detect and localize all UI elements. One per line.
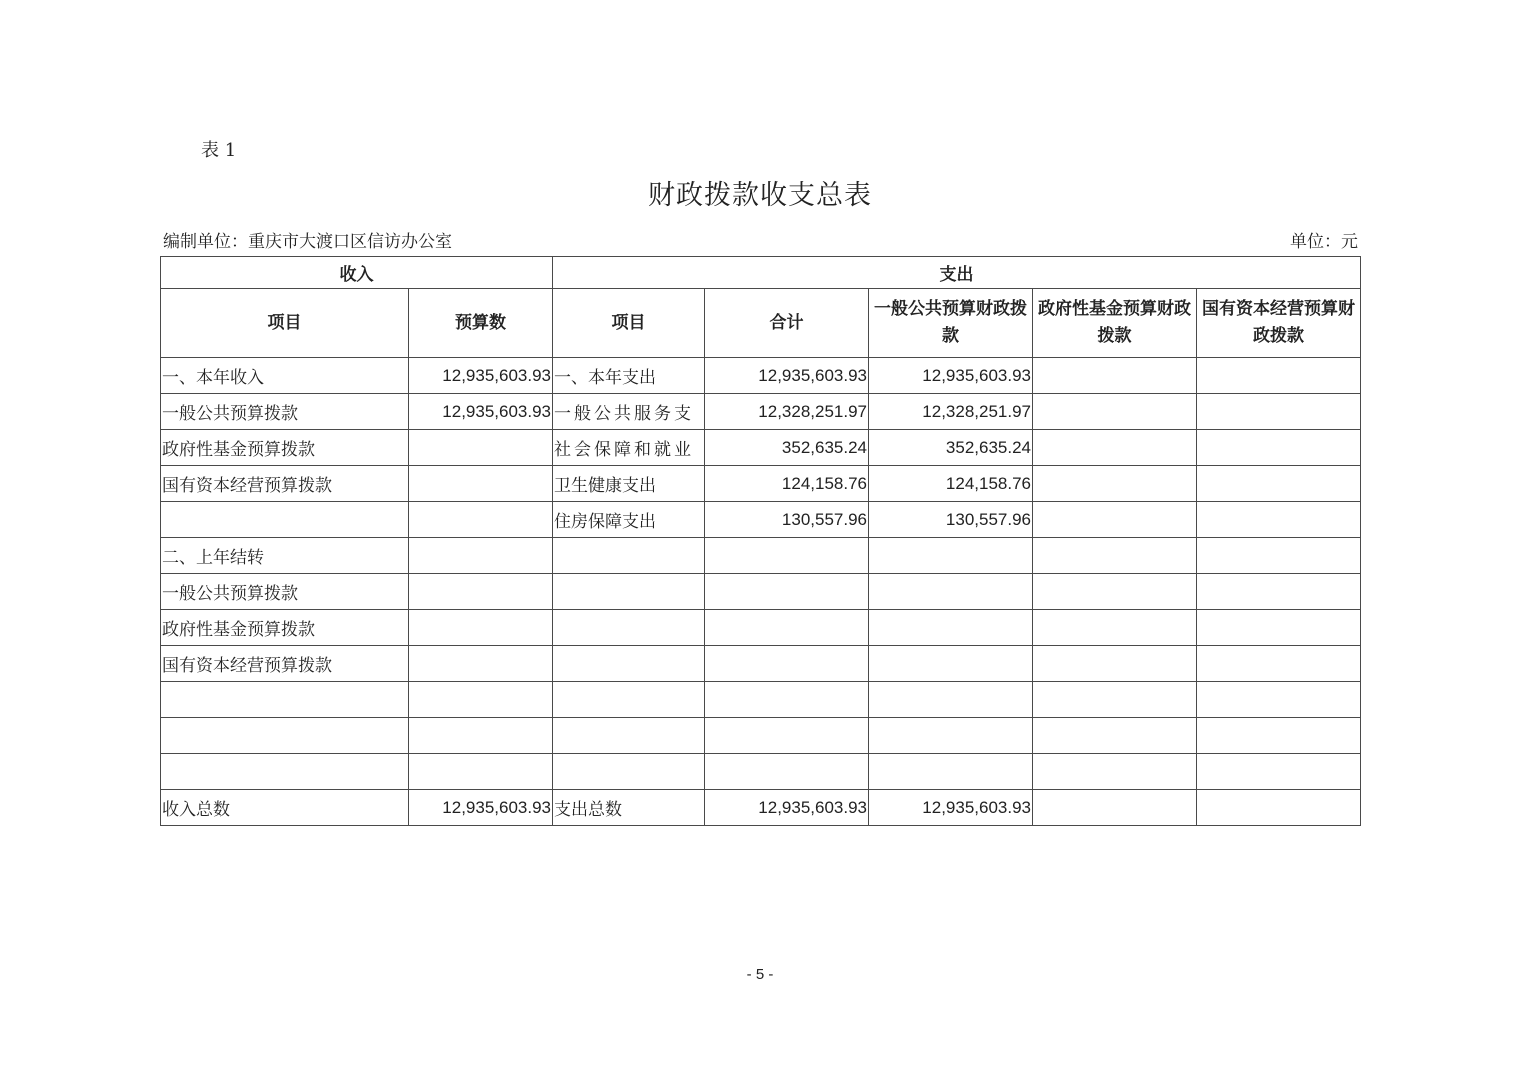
state-capital-cell [1197,466,1361,502]
total-cell: 12,935,603.93 [705,358,869,394]
income-section-header: 收入 [161,257,553,289]
table-row [161,718,1361,754]
gov-fund-cell [1033,430,1197,466]
state-capital-cell [1197,610,1361,646]
fiscal-appropriation-table [160,256,1361,826]
general-public-header: 一般公共预算财政拨款 [869,289,1033,358]
gov-fund-cell [1033,646,1197,682]
column-header-row [161,289,1361,358]
income-item-cell: 国有资本经营预算拨款 [161,646,409,682]
gov-fund-cell [1033,394,1197,430]
income-item-cell: 国有资本经营预算拨款 [161,466,409,502]
gov-fund-cell [1033,538,1197,574]
expense-item-cell [553,610,705,646]
income-budget-cell [409,538,553,574]
general-public-cell [869,574,1033,610]
income-budget-header: 预算数 [409,289,553,358]
expense-item-cell [553,646,705,682]
currency-unit: 单位：元 [1290,232,1358,252]
general-public-cell: 352,635.24 [869,430,1033,466]
gov-fund-cell [1033,790,1197,826]
income-item-cell [161,754,409,790]
table-row [161,538,1361,574]
page-title: 财政拨款收支总表 [648,180,872,211]
total-cell [705,610,869,646]
page-number: - 5 - [746,966,774,983]
total-cell: 130,557.96 [705,502,869,538]
total-header: 合计 [705,289,869,358]
total-cell [705,754,869,790]
state-capital-cell [1197,790,1361,826]
expense-item-header: 项目 [553,289,705,358]
expense-item-cell [553,682,705,718]
general-public-cell: 12,935,603.93 [869,790,1033,826]
income-item-cell: 政府性基金预算拨款 [161,430,409,466]
income-total-label: 收入总数 [161,790,409,826]
expense-section-header: 支出 [553,257,1361,289]
table-label: 表 1 [201,140,237,161]
state-capital-cell [1197,538,1361,574]
state-capital-cell [1197,358,1361,394]
expense-item-cell [553,754,705,790]
general-public-cell [869,610,1033,646]
general-public-cell: 124,158.76 [869,466,1033,502]
income-budget-cell [409,646,553,682]
general-public-cell [869,538,1033,574]
expense-item-cell: 一般公共服务支 [553,394,705,430]
expense-item-cell [553,718,705,754]
expense-item-cell [553,538,705,574]
expense-item-cell: 社会保障和就业 [553,430,705,466]
section-header-row [161,257,1361,289]
income-item-cell [161,502,409,538]
total-cell: 12,328,251.97 [705,394,869,430]
income-item-cell: 二、上年结转 [161,538,409,574]
gov-fund-cell [1033,718,1197,754]
income-budget-cell [409,682,553,718]
total-cell: 124,158.76 [705,466,869,502]
general-public-cell [869,754,1033,790]
total-cell [705,646,869,682]
table-row [161,574,1361,610]
income-budget-cell [409,574,553,610]
table-row [161,358,1361,394]
income-budget-cell [409,466,553,502]
general-public-cell [869,682,1033,718]
totals-row [161,790,1361,826]
gov-fund-cell [1033,682,1197,718]
general-public-cell [869,718,1033,754]
general-public-cell [869,646,1033,682]
state-capital-header: 国有资本经营预算财政拨款 [1197,289,1361,358]
income-budget-cell: 12,935,603.93 [409,394,553,430]
general-public-cell: 130,557.96 [869,502,1033,538]
total-cell: 352,635.24 [705,430,869,466]
expense-total-label: 支出总数 [553,790,705,826]
table-row [161,682,1361,718]
state-capital-cell [1197,646,1361,682]
income-budget-cell [409,718,553,754]
gov-fund-cell [1033,574,1197,610]
table-row [161,466,1361,502]
income-budget-cell: 12,935,603.93 [409,358,553,394]
gov-fund-cell [1033,502,1197,538]
income-item-cell [161,682,409,718]
compiling-unit: 编制单位：重庆市大渡口区信访办公室 [163,232,452,252]
total-cell [705,574,869,610]
expense-item-cell [553,574,705,610]
gov-fund-cell [1033,358,1197,394]
total-cell [705,682,869,718]
state-capital-cell [1197,430,1361,466]
state-capital-cell [1197,394,1361,430]
income-item-cell: 一般公共预算拨款 [161,394,409,430]
income-budget-cell [409,430,553,466]
income-item-cell: 一般公共预算拨款 [161,574,409,610]
state-capital-cell [1197,682,1361,718]
table-row [161,394,1361,430]
state-capital-cell [1197,502,1361,538]
state-capital-cell [1197,718,1361,754]
income-budget-cell [409,610,553,646]
gov-fund-cell [1033,610,1197,646]
table-row [161,430,1361,466]
expense-item-cell: 住房保障支出 [553,502,705,538]
gov-fund-cell [1033,466,1197,502]
income-item-cell [161,718,409,754]
expense-item-cell: 一、本年支出 [553,358,705,394]
gov-fund-header: 政府性基金预算财政拨款 [1033,289,1197,358]
total-cell: 12,935,603.93 [705,790,869,826]
income-item-cell: 政府性基金预算拨款 [161,610,409,646]
income-total-value: 12,935,603.93 [409,790,553,826]
income-budget-cell [409,502,553,538]
unit-line [163,227,1360,251]
income-item-header: 项目 [161,289,409,358]
total-cell [705,538,869,574]
income-item-cell: 一、本年收入 [161,358,409,394]
state-capital-cell [1197,574,1361,610]
table-row [161,754,1361,790]
table-row [161,502,1361,538]
general-public-cell: 12,328,251.97 [869,394,1033,430]
total-cell [705,718,869,754]
gov-fund-cell [1033,754,1197,790]
income-budget-cell [409,754,553,790]
table-row [161,646,1361,682]
expense-item-cell: 卫生健康支出 [553,466,705,502]
general-public-cell: 12,935,603.93 [869,358,1033,394]
table-row [161,610,1361,646]
state-capital-cell [1197,754,1361,790]
